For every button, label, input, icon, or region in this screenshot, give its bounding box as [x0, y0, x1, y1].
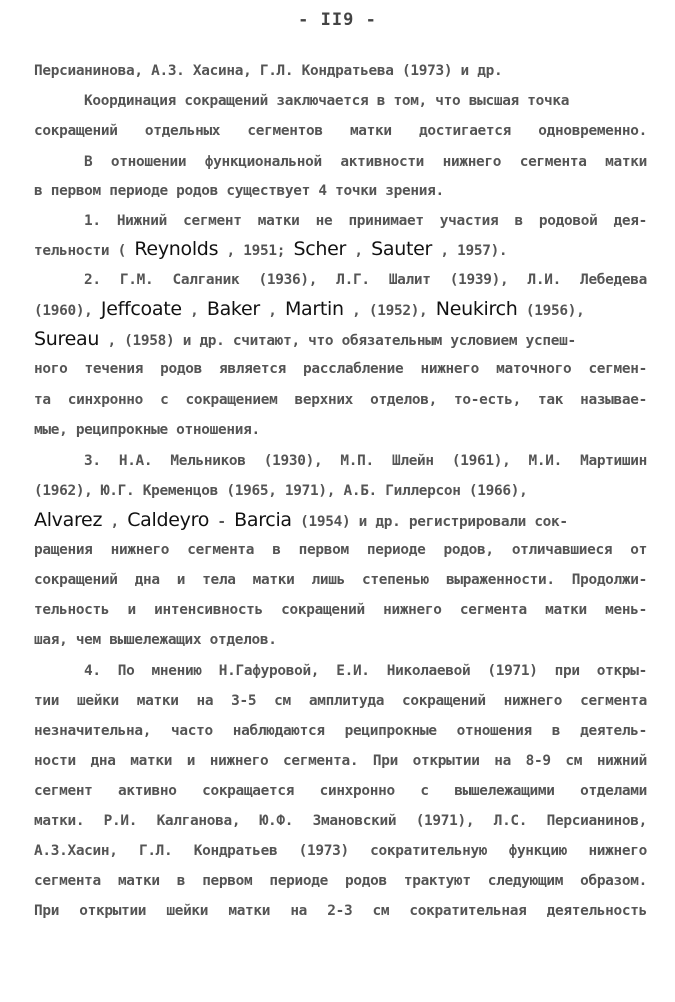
text-line: та синхронно с сокращением верхних отделов, то-есть, так называе- [34, 392, 647, 408]
text-line: мые, реципрокные отношения. [34, 422, 260, 438]
text-line [34, 509, 647, 531]
text-line: матки. Р.И. Калганова, Ю.Ф. Змановский (1971), Л.С. Персианинов, [34, 813, 647, 829]
text-line: Персианинова, А.З. Хасина, Г.Л. Кондратьева (1973) и др. [34, 63, 503, 79]
text-run: , [102, 514, 128, 530]
text-line: в первом периоде родов существует 4 точки зрения. [34, 183, 444, 199]
handwritten-name: Reynolds [134, 238, 219, 260]
text-run: , (1958) и др. считают, что обязательным условием успеш- [99, 333, 576, 349]
text-line: сокращений отдельных сегментов матки достигается одновременно. [34, 123, 647, 139]
handwritten-name: Baker [206, 298, 260, 320]
text-run: (1956), [517, 303, 585, 319]
text-line: При открытии шейки матки на 2-3 см сократительная деятельность [34, 903, 647, 919]
text-line: сегмента матки в первом периоде родов трактуют следующим образом. [34, 873, 647, 889]
handwritten-name: Neukirch [435, 298, 518, 320]
text-run: , 1951; [218, 243, 294, 259]
text-run: , [346, 243, 372, 259]
text-line: 3. Н.А. Мельников (1930), М.П. Шлейн (1961), М.И. Мартишин [84, 453, 647, 469]
page-number: - II9 - [298, 10, 377, 30]
text-line: (1962), Ю.Г. Кременцов (1965, 1971), А.Б. Гиллерсон (1966), [34, 483, 528, 499]
text-line: незначительна, часто наблюдаются реципрокные отношения в деятель- [34, 723, 647, 739]
text-run: , (1952), [343, 303, 436, 319]
text-line [34, 238, 647, 260]
handwritten-name: Martin [284, 298, 344, 320]
handwritten-name: Sureau [34, 328, 100, 350]
text-line: 2. Г.М. Салганик (1936), Л.Г. Шалит (1939), Л.И. Лебедева [84, 272, 647, 288]
text-line: тии шейки матки на 3-5 см амплитуда сокращений нижнего сегмента [34, 693, 647, 709]
text-line: Координация сокращений заключается в том, что высшая точка [84, 93, 570, 109]
handwritten-name: Alvarez [34, 509, 103, 531]
text-line: В отношении функциональной активности нижнего сегмента матки [84, 154, 647, 170]
text-line: сегмент активно сокращается синхронно с вышележащими отделами [34, 783, 647, 799]
text-line: тельность и интенсивность сокращений нижнего сегмента матки мень- [34, 602, 647, 618]
text-run: , 1957). [432, 243, 508, 259]
handwritten-name: Barcia [234, 509, 292, 531]
text-run: (1960), [34, 303, 101, 319]
text-run: , [259, 303, 285, 319]
handwritten-name: Sauter [371, 238, 433, 260]
handwritten-name: Caldeyro [127, 509, 210, 531]
text-line: ращения нижнего сегмента в первом периоде родов, отличавшиеся от [34, 542, 647, 558]
text-line [34, 328, 647, 350]
text-line: А.З.Хасин, Г.Л. Кондратьев (1973) сократительную функцию нижнего [34, 843, 647, 859]
text-line: шая, чем вышележащих отделов. [34, 632, 277, 648]
text-line: ности дна матки и нижнего сегмента. При открытии на 8-9 см нижний [34, 753, 647, 769]
text-run: - [209, 514, 235, 530]
text-line [34, 298, 647, 320]
text-run: (1954) и др. регистрировали сок- [291, 514, 568, 530]
text-line: сокращений дна и тела матки лишь степенью выраженности. Продолжи- [34, 572, 647, 588]
handwritten-name: Jeffcoate [100, 298, 182, 320]
text-run: тельности ( [34, 243, 135, 259]
text-line: ного течения родов является расслабление нижнего маточного сегмен- [34, 361, 647, 377]
text-line: 1. Нижний сегмент матки не принимает участия в родовой дея- [84, 213, 647, 229]
text-line: 4. По мнению Н.Гафуровой, Е.И. Николаевой (1971) при откры- [84, 663, 647, 679]
text-run: , [181, 303, 207, 319]
handwritten-name: Scher [293, 238, 347, 260]
